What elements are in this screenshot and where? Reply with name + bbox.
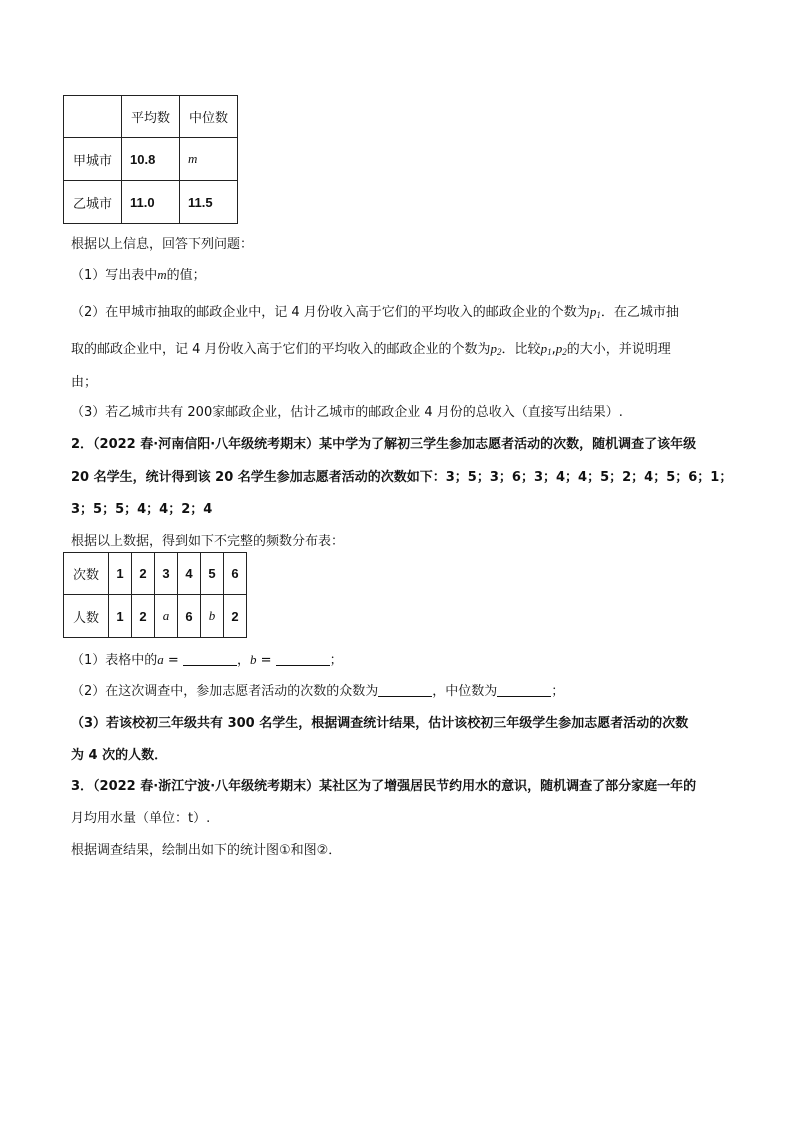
city-comparison-table <box>63 95 238 224</box>
table-row-label: 人数 <box>64 595 109 638</box>
question-part-1: （1）写出表中m的值； <box>71 267 206 283</box>
answer-blank-b[interactable] <box>276 653 330 666</box>
table-cell: 2 <box>224 595 247 638</box>
problem-2-line1: 2．（2022 春·河南信阳·八年级统考期末）某中学为了解初三学生参加志愿者活动的次数，随机调查了该年级 <box>71 437 697 452</box>
problem-3-line1: 3．（2022 春·浙江宁波·八年级统考期末）某社区为了增强居民节约用水的意识，随机调查了部分家庭一年的 <box>71 779 697 794</box>
problem-2-part-1: （1）表格中的a = ，b = ； <box>71 652 343 668</box>
table-cell: 2 <box>132 595 155 638</box>
table-row-label: 甲城市 <box>64 138 122 181</box>
table-cell: 3 <box>155 553 178 595</box>
table-cell: 5 <box>201 553 224 595</box>
problem-3-line3: 根据调查结果，绘制出如下的统计图①和图②． <box>71 843 342 858</box>
table-cell: 1 <box>109 553 132 595</box>
frequency-table <box>63 552 247 638</box>
table-cell: 1 <box>109 595 132 638</box>
problem-2-intro: 根据以上数据，得到如下不完整的频数分布表： <box>71 534 345 549</box>
question-part-2-line3: 由； <box>71 375 98 390</box>
table-header-cell: 平均数 <box>122 96 180 138</box>
answer-blank-a[interactable] <box>183 653 237 666</box>
table-cell: 2 <box>132 553 155 595</box>
problem-2-part-3-line1: （3）若该校初三年级共有 300 名学生，根据调查统计结果，估计该校初三年级学生参加志愿者活动的次数 <box>71 716 689 731</box>
table-cell: 6 <box>224 553 247 595</box>
question-intro: 根据以上信息，回答下列问题： <box>71 237 254 252</box>
answer-blank-median[interactable] <box>497 684 551 697</box>
problem-2-line3: 3；5；5；4；4；2；4 <box>71 502 213 517</box>
problem-3-line2: 月均用水量（单位：t）. <box>71 811 211 826</box>
table-cell-mean: 11.0 <box>122 181 180 224</box>
question-part-2-line1: （2）在甲城市抽取的邮政企业中，记 4 月份收入高于它们的平均收入的邮政企业的个数为$p_1$．在乙城市抽 <box>71 304 679 320</box>
table-header-cell: 中位数 <box>180 96 238 138</box>
question-part-2-line2: 取的邮政企业中，记 4 月份收入高于它们的平均收入的邮政企业的个数为$p_2$．比较$p_1,p_2$的大小，并说明理 <box>71 341 671 357</box>
problem-2-part-2: （2）在这次调查中，参加志愿者活动的次数的众数为 ，中位数为 ； <box>71 684 565 699</box>
table-cell: 4 <box>178 553 201 595</box>
table-row-label: 乙城市 <box>64 181 122 224</box>
table-cell-median: m <box>180 138 238 181</box>
problem-2-line2: 20 名学生，统计得到该 20 名学生参加志愿者活动的次数如下：3；5；3；6；3；4；4；5；2；4；5；6；1； <box>71 470 733 485</box>
table-header-cell <box>64 96 122 138</box>
table-cell-mean: 10.8 <box>122 138 180 181</box>
answer-blank-mode[interactable] <box>378 684 432 697</box>
table-cell-median: 11.5 <box>180 181 238 224</box>
table-row-label: 次数 <box>64 553 109 595</box>
table-cell: a <box>155 595 178 638</box>
table-cell: 6 <box>178 595 201 638</box>
question-part-3: （3）若乙城市共有 200家邮政企业，估计乙城市的邮政企业 4 月份的总收入（直接写出结果）. <box>71 405 623 420</box>
problem-2-part-3-line2: 为 4 次的人数． <box>71 748 168 763</box>
table-cell: b <box>201 595 224 638</box>
